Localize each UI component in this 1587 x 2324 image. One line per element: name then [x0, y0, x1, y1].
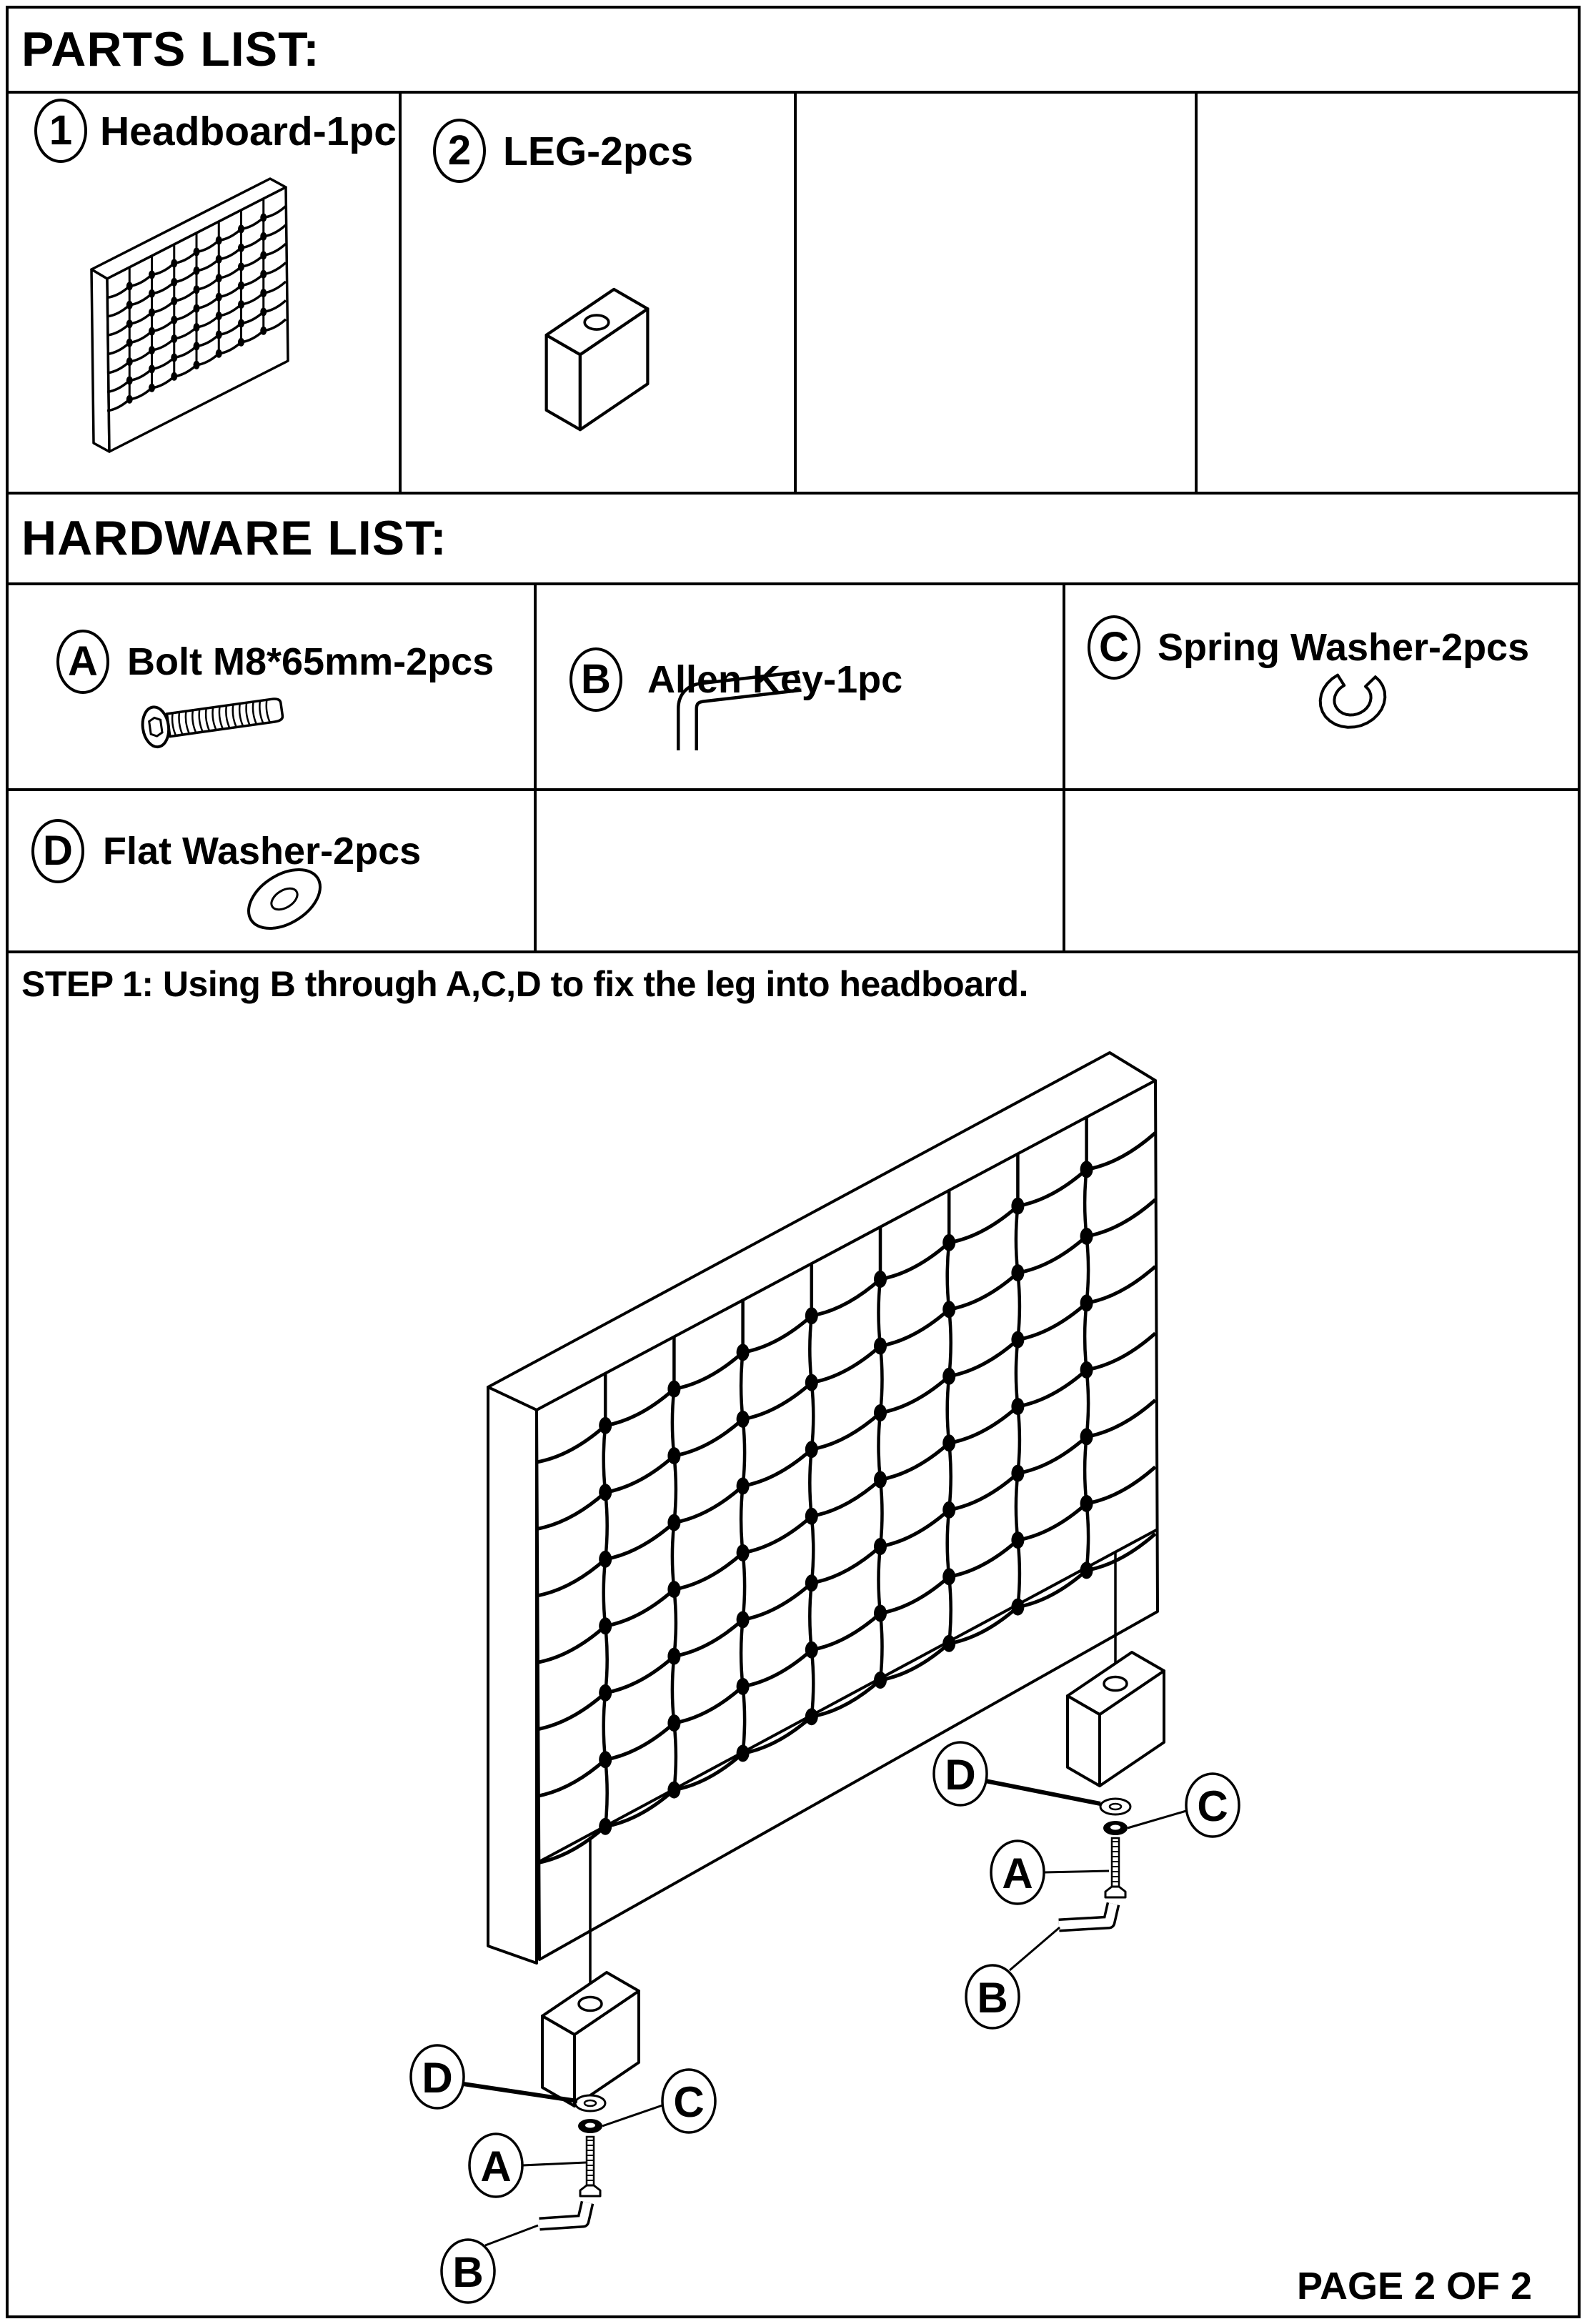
svg-text:C: C: [673, 2078, 705, 2126]
leg-icon: [547, 289, 648, 429]
headboard-drawing: [488, 1053, 1158, 1963]
svg-text:C: C: [1197, 1782, 1228, 1830]
leg-left: [542, 1972, 639, 2106]
page-indicator: PAGE 2 OF 2: [1297, 2265, 1533, 2308]
svg-text:B: B: [452, 2248, 484, 2296]
leg-right: [1068, 1652, 1164, 1786]
hardware-letter-a: [56, 630, 109, 694]
headboard-side-panel: [488, 1387, 537, 1963]
spring-washer-right: [1103, 1821, 1128, 1835]
svg-text:D: D: [422, 2054, 453, 2102]
hardware-list-title: HARDWARE LIST:: [21, 511, 447, 565]
hardware-label-c: Spring Washer-2pcs: [1158, 626, 1530, 669]
part-label-2: LEG-2pcs: [503, 129, 694, 174]
part-number-2: [433, 119, 486, 183]
hardware-letter-b-text: B: [581, 656, 611, 702]
callout-bolt-right: [991, 1841, 1109, 1904]
allen-key-right: [1059, 1904, 1113, 1925]
callout-spring-washer-right: [1128, 1774, 1239, 1837]
callout-allen-key-left: [442, 2225, 538, 2303]
hardware-letter-c-text: C: [1099, 624, 1129, 670]
flat-washer-left: [575, 2095, 605, 2111]
part-number-2-text: 2: [447, 127, 472, 174]
bolt-icon: [140, 690, 284, 749]
hardware-letter-d: [31, 819, 84, 883]
hardware-label-b: Allen Key-1pc: [647, 658, 903, 701]
bolt-right: [1105, 1838, 1125, 1897]
headboard-icon: [91, 179, 288, 452]
hardware-letter-b: [569, 647, 622, 712]
spring-washer-icon: [1313, 663, 1393, 736]
svg-text:A: A: [480, 2142, 512, 2190]
hardware-label-d: Flat Washer-2pcs: [103, 830, 422, 873]
part-label-1: Headboard-1pc: [100, 109, 397, 154]
part-number-1-text: 1: [49, 107, 73, 154]
callout-bolt-left: [469, 2134, 586, 2197]
spring-washer-left: [578, 2119, 602, 2133]
part-number-1: [34, 99, 87, 163]
callout-allen-key-right: [966, 1927, 1060, 2028]
hardware-letter-c: [1088, 615, 1140, 680]
hardware-label-a: Bolt M8*65mm-2pcs: [127, 640, 494, 683]
bolt-left: [580, 2137, 600, 2196]
flat-washer-right: [1100, 1799, 1130, 1814]
svg-text:B: B: [977, 1974, 1008, 2022]
hardware-letter-a-text: A: [68, 638, 98, 685]
svg-text:A: A: [1002, 1849, 1033, 1897]
hardware-letter-d-text: D: [43, 828, 73, 874]
svg-text:D: D: [945, 1751, 976, 1799]
allen-key-left: [539, 2203, 587, 2224]
callout-spring-washer-left: [602, 2070, 715, 2132]
parts-list-title: PARTS LIST:: [21, 22, 320, 76]
step1-instruction: STEP 1: Using B through A,C,D to fix the leg into headboard.: [21, 964, 1028, 1004]
